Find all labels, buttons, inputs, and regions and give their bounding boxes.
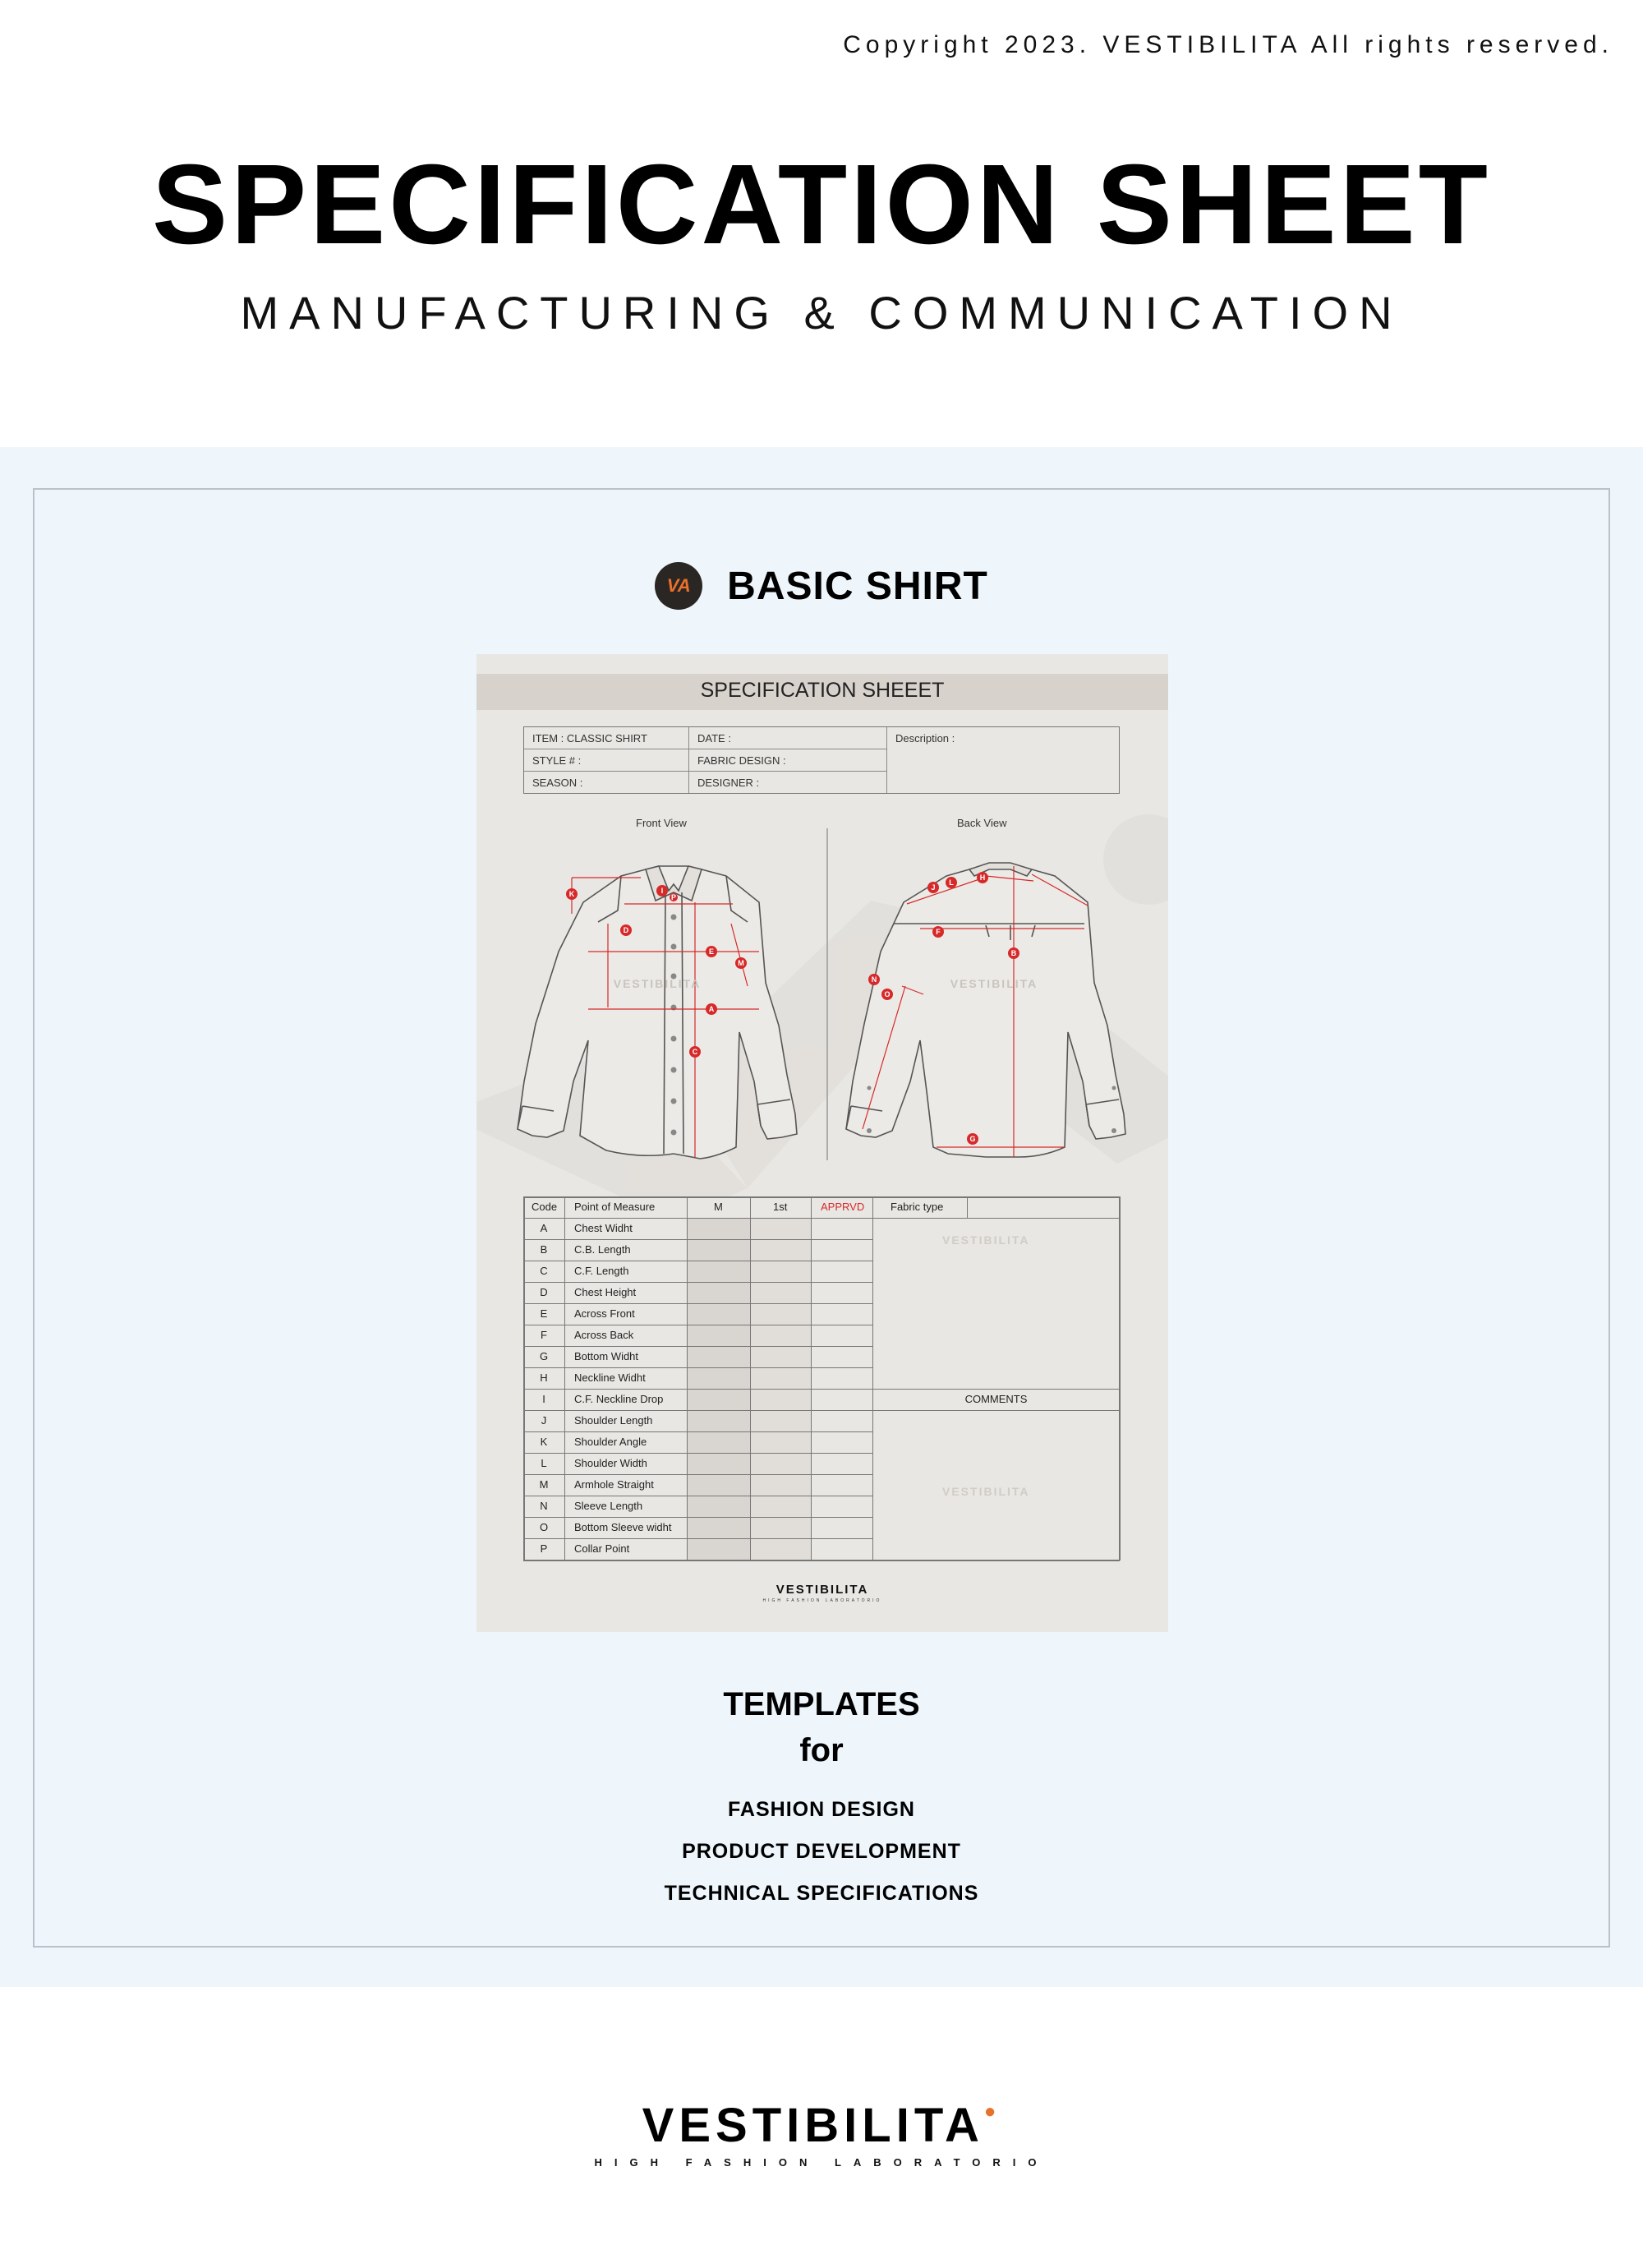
templates-item: PRODUCT DEVELOPMENT bbox=[682, 1840, 961, 1863]
svg-text:P: P bbox=[670, 893, 677, 901]
table-row-code: L bbox=[541, 1457, 547, 1469]
brand-tagline: HIGH FASHION LABORATORIO bbox=[594, 2156, 1049, 2169]
brand-logo bbox=[0, 2099, 1643, 2152]
templates-for: for bbox=[799, 1732, 844, 1768]
table-row-code: O bbox=[539, 1521, 549, 1533]
svg-text:F: F bbox=[936, 928, 941, 936]
table-row-code: H bbox=[540, 1371, 548, 1384]
table-row-code: N bbox=[540, 1500, 548, 1512]
table-row-pom: Shoulder Angle bbox=[574, 1436, 647, 1448]
table-row-pom: Across Front bbox=[574, 1307, 635, 1320]
table-row-pom: C.F. Neckline Drop bbox=[574, 1393, 664, 1405]
table-row-pom: Sleeve Length bbox=[574, 1500, 643, 1512]
back-view-label: Back View bbox=[957, 817, 1007, 829]
col-header-fabric-type: Fabric type bbox=[891, 1201, 944, 1213]
svg-text:E: E bbox=[708, 947, 715, 956]
svg-text:G: G bbox=[969, 1135, 976, 1143]
info-style: STYLE # : bbox=[532, 754, 582, 767]
table-row-code: F bbox=[541, 1329, 547, 1341]
info-fabric-design: FABRIC DESIGN : bbox=[697, 754, 786, 767]
table-row-code: A bbox=[540, 1222, 548, 1234]
col-header-code: Code bbox=[532, 1201, 558, 1213]
info-date: DATE : bbox=[697, 732, 731, 744]
front-view-label: Front View bbox=[636, 817, 687, 829]
col-header-apprvd: APPRVD bbox=[821, 1201, 865, 1213]
table-row-pom: Shoulder Width bbox=[574, 1457, 647, 1469]
table-row-pom: C.B. Length bbox=[574, 1243, 631, 1256]
templates-item: TECHNICAL SPECIFICATIONS bbox=[664, 1882, 979, 1905]
svg-text:A: A bbox=[708, 1005, 715, 1013]
table-row-pom: Bottom Sleeve widht bbox=[574, 1521, 672, 1533]
svg-text:K: K bbox=[568, 890, 575, 898]
table-row-code: I bbox=[542, 1393, 545, 1405]
sheet-logo: VESTIBILITA bbox=[775, 1583, 869, 1597]
table-row-pom: Bottom Widht bbox=[574, 1350, 639, 1362]
templates-title: TEMPLATES bbox=[723, 1686, 920, 1722]
info-designer: DESIGNER : bbox=[697, 777, 760, 789]
svg-text:O: O bbox=[884, 990, 891, 998]
table-row-code: G bbox=[539, 1350, 549, 1362]
table-row-pom: Across Back bbox=[574, 1329, 634, 1341]
table-row-pom: Shoulder Length bbox=[574, 1414, 653, 1427]
brand-dot-icon: ● bbox=[983, 2100, 1001, 2123]
table-row-code: J bbox=[541, 1414, 547, 1427]
table-row-code: E bbox=[540, 1307, 548, 1320]
table-row-code: P bbox=[540, 1542, 548, 1555]
table-row-pom: Armhole Straight bbox=[574, 1478, 654, 1491]
brand-name: VESTIBILITA bbox=[642, 2099, 984, 2152]
col-header-pom: Point of Measure bbox=[574, 1201, 656, 1213]
table-watermark-1: VESTIBILITA bbox=[942, 1233, 1030, 1247]
svg-text:I: I bbox=[660, 887, 664, 895]
svg-text:M: M bbox=[738, 959, 744, 967]
sheet-title: SPECIFICATION SHEEET bbox=[700, 679, 945, 702]
table-watermark-2: VESTIBILITA bbox=[942, 1485, 1030, 1498]
col-header-m: M bbox=[714, 1201, 723, 1213]
table-row-pom: Neckline Widht bbox=[574, 1371, 646, 1384]
table-row-code: M bbox=[539, 1478, 549, 1491]
svg-text:C: C bbox=[692, 1048, 698, 1056]
measurement-table bbox=[523, 1196, 1120, 1558]
svg-text:L: L bbox=[949, 878, 954, 887]
spec-sheet-preview bbox=[476, 654, 1168, 1632]
col-header-1st: 1st bbox=[773, 1201, 788, 1213]
svg-text:N: N bbox=[871, 975, 877, 984]
brand-badge-icon: VA bbox=[655, 562, 702, 610]
info-description: Description : bbox=[895, 732, 955, 744]
sheet-logo-tagline: HIGH FASHION LABORATORIO bbox=[762, 1598, 882, 1603]
copyright-notice: Copyright 2023. VESTIBILITA All rights reserved. bbox=[843, 31, 1613, 58]
table-row-pom: Collar Point bbox=[574, 1542, 630, 1555]
svg-text:D: D bbox=[623, 926, 629, 934]
table-row-code: K bbox=[540, 1436, 548, 1448]
table-row-code: B bbox=[540, 1243, 548, 1256]
templates-item: FASHION DESIGN bbox=[728, 1798, 915, 1821]
watermark-front: VESTIBILITA bbox=[613, 977, 702, 990]
product-title: BASIC SHIRT bbox=[727, 564, 988, 608]
page-subtitle: MANUFACTURING & COMMUNICATION bbox=[240, 287, 1403, 339]
table-row-code: C bbox=[540, 1265, 548, 1277]
watermark-back: VESTIBILITA bbox=[950, 977, 1038, 990]
shirt-flat-drawings bbox=[476, 654, 1168, 1196]
info-season: SEASON : bbox=[532, 777, 583, 789]
info-item: ITEM : CLASSIC SHIRT bbox=[532, 732, 647, 744]
table-row-pom: Chest Height bbox=[574, 1286, 637, 1298]
product-heading bbox=[0, 562, 1643, 610]
comments-header: COMMENTS bbox=[964, 1393, 1028, 1405]
svg-text:J: J bbox=[931, 883, 936, 892]
svg-text:H: H bbox=[979, 874, 986, 882]
table-row-pom: Chest Widht bbox=[574, 1222, 633, 1234]
table-row-pom: C.F. Length bbox=[574, 1265, 629, 1277]
svg-text:B: B bbox=[1010, 949, 1017, 957]
page-title: SPECIFICATION SHEET bbox=[152, 141, 1491, 268]
table-row-code: D bbox=[540, 1286, 548, 1298]
